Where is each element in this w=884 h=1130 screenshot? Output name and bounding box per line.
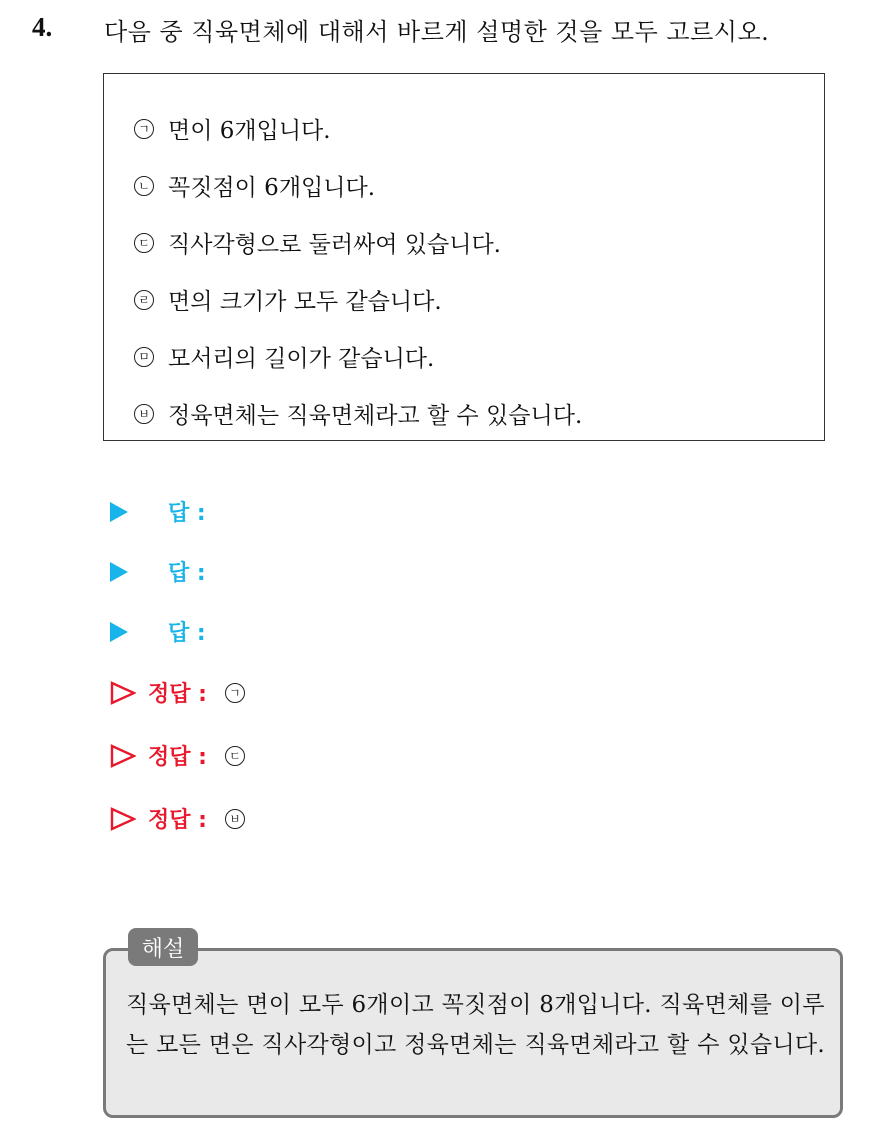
answer-blank-row[interactable] (110, 616, 206, 647)
option-item (134, 340, 434, 373)
circled-letter-icon: ㄷ (225, 746, 245, 766)
circled-letter-icon: ㄱ (134, 119, 154, 139)
answer-blank-row[interactable] (110, 496, 206, 527)
option-item (134, 397, 582, 430)
option-text: 정육면체는 직육면체라고 할 수 있습니다. (168, 403, 583, 429)
circled-letter-icon: ㄱ (225, 683, 245, 703)
option-text: 면의 크기가 모두 같습니다. (168, 289, 442, 315)
question-text: 다음 중 직육면체에 대해서 바르게 설명한 것을 모두 고르시오. (104, 18, 770, 46)
filled-triangle-icon (110, 622, 128, 642)
option-text: 직사각형으로 둘러싸여 있습니다. (168, 232, 501, 258)
answer-blank-row[interactable] (110, 556, 206, 587)
correct-answer-label: 정답 : (148, 682, 207, 707)
question-number: 4. (32, 12, 53, 42)
circled-letter-icon: ㅁ (134, 347, 154, 367)
option-text: 모서리의 길이가 같습니다. (168, 346, 435, 372)
explanation-badge: 해설 (128, 928, 198, 966)
answer-label: 답 : (168, 501, 206, 526)
answer-label: 답 : (168, 561, 206, 586)
circled-letter-icon: ㅂ (225, 809, 245, 829)
correct-answer-row (110, 803, 245, 834)
correct-answer-label: 정답 : (148, 808, 207, 833)
explanation-text: 직육면체는 면이 모두 6개이고 꼭짓점이 8개입니다. 직육면체를 이루는 모든 면은 직사각형이고 정육면체는 직육면체라고 할 수 있습니다. (126, 992, 826, 1058)
filled-triangle-icon (110, 502, 128, 522)
circled-letter-icon: ㅂ (134, 404, 154, 424)
circled-letter-icon: ㄴ (134, 176, 154, 196)
option-item (134, 169, 375, 202)
explanation-box (103, 948, 843, 1118)
outline-triangle-icon (110, 744, 136, 768)
outline-triangle-icon (110, 681, 136, 705)
option-item (134, 112, 331, 145)
option-item (134, 226, 501, 259)
correct-answer-label: 정답 : (148, 745, 207, 770)
option-text: 면이 6개입니다. (168, 118, 331, 144)
correct-answer-row (110, 740, 245, 771)
circled-letter-icon: ㄹ (134, 290, 154, 310)
outline-triangle-icon (110, 807, 136, 831)
circled-letter-icon: ㄷ (134, 233, 154, 253)
option-item (134, 283, 442, 316)
filled-triangle-icon (110, 562, 128, 582)
answer-label: 답 : (168, 621, 206, 646)
option-text: 꼭짓점이 6개입니다. (168, 175, 375, 201)
options-box (103, 73, 825, 441)
correct-answer-row (110, 677, 245, 708)
